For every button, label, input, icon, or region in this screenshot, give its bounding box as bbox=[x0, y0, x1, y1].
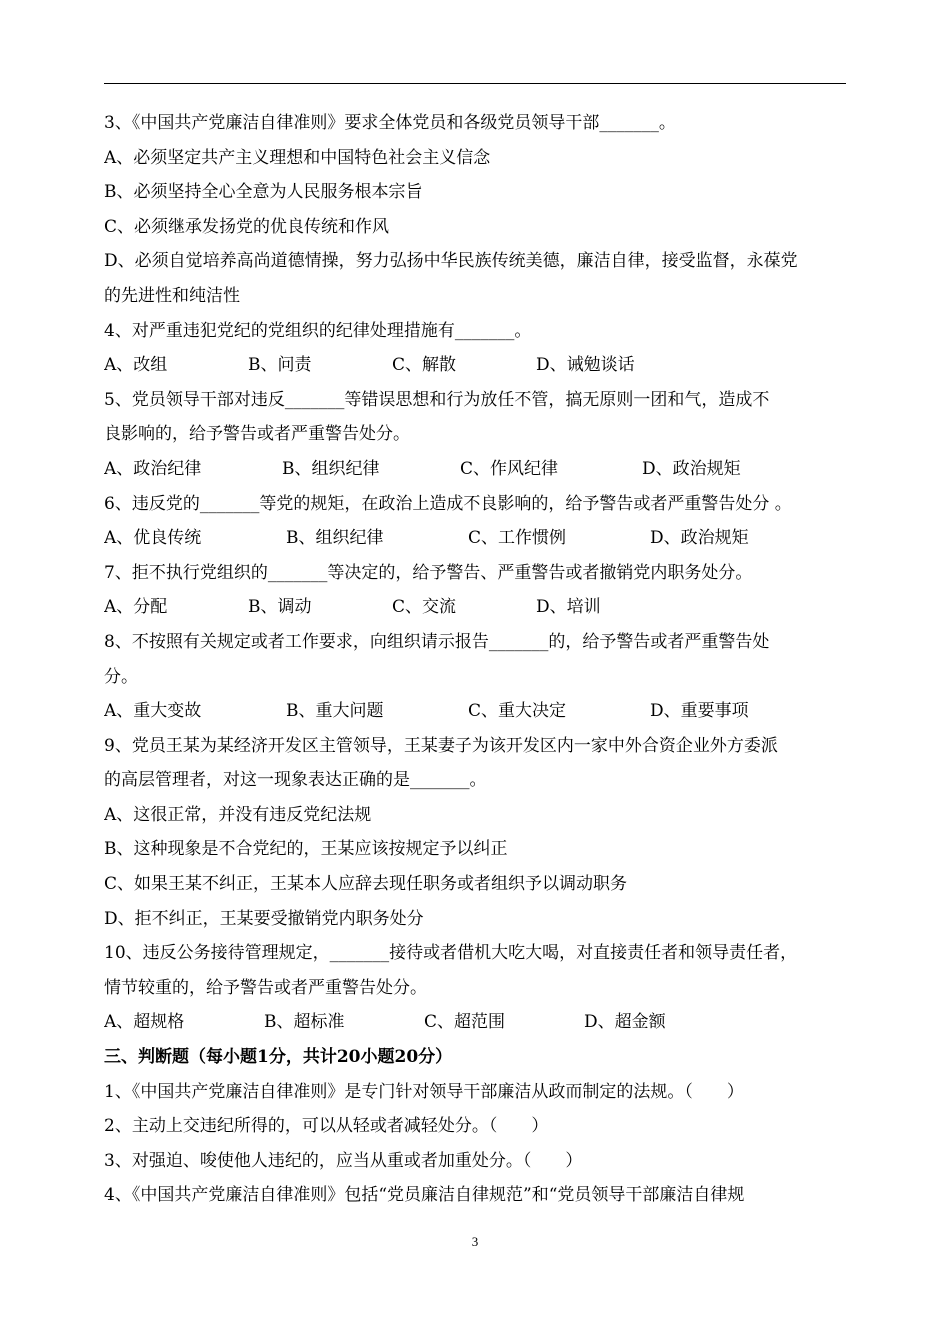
q5-option-b: B、组织纪律 bbox=[282, 458, 380, 479]
page-content bbox=[104, 106, 849, 1213]
page-number: 3 bbox=[471, 1234, 479, 1249]
q6-options bbox=[104, 521, 849, 556]
question-5-cont: 良影响的，给予警告或者严重警告处分。 bbox=[104, 424, 410, 445]
q9-option-a: A、这很正常，并没有违反党纪法规 bbox=[104, 804, 372, 825]
question-4: 4、对严重违犯党纪的党组织的纪律处理措施有_______。 bbox=[104, 320, 532, 341]
question-10: 10、违反公务接待管理规定，_______接待或者借机大吃大喝，对直接责任者和领导责任者， bbox=[104, 943, 798, 964]
q6-option-a: A、优良传统 bbox=[104, 528, 202, 549]
q7-option-a: A、分配 bbox=[104, 597, 168, 618]
q5-option-d: D、政治规矩 bbox=[642, 458, 741, 479]
q8-option-a: A、重大变故 bbox=[104, 701, 202, 722]
q3-option-d-cont: 的先进性和纯洁性 bbox=[104, 285, 240, 306]
q10-option-a: A、超规格 bbox=[104, 1012, 185, 1033]
question-3: 3、《中国共产党廉洁自律准则》要求全体党员和各级党员领导干部_______。 bbox=[104, 113, 676, 133]
tf-question-1: 1、《中国共产党廉洁自律准则》是专门针对领导干部廉洁从政而制定的法规。（ ） bbox=[104, 1081, 744, 1102]
tf-question-4: 4、《中国共产党廉洁自律准则》包括“党员廉洁自律规范”和“党员领导干部廉洁自律规 bbox=[104, 1185, 745, 1206]
q10-option-d: D、超金额 bbox=[584, 1012, 666, 1033]
question-6: 6、违反党的_______等党的规矩，在政治上造成不良影响的，给予警告或者严重警告处分 。 bbox=[104, 493, 792, 514]
q6-option-b: B、组织纪律 bbox=[286, 528, 384, 549]
q7-options bbox=[104, 590, 849, 625]
q8-option-b: B、重大问题 bbox=[286, 701, 384, 722]
tf-question-2: 2、主动上交违纪所得的，可以从轻或者减轻处分。（ ） bbox=[104, 1116, 549, 1137]
q9-option-c: C、如果王某不纠正，王某本人应辞去现任职务或者组织予以调动职务 bbox=[104, 874, 628, 895]
question-8: 8、不按照有关规定或者工作要求，向组织请示报告_______的，给予警告或者严重警告处 bbox=[104, 631, 770, 652]
section-3-title: 三、判断题（每小题1分，共计20小题20分） bbox=[104, 1047, 453, 1068]
question-5: 5、党员领导干部对违反_______等错误思想和行为放任不管，搞无原则一团和气，造成不 bbox=[104, 389, 770, 410]
tf-question-3: 3、对强迫、唆使他人违纪的，应当从重或者加重处分。（ ） bbox=[104, 1150, 583, 1171]
q4-option-a: A、改组 bbox=[104, 355, 168, 376]
q9-option-d: D、拒不纠正，王某要受撤销党内职务处分 bbox=[104, 908, 424, 929]
q7-option-b: B、调动 bbox=[248, 597, 312, 618]
q7-option-c: C、交流 bbox=[392, 597, 457, 618]
q3-option-d: D、必须自觉培养高尚道德情操，努力弘扬中华民族传统美德，廉洁自律，接受监督，永葆党 bbox=[104, 251, 798, 272]
q10-options bbox=[104, 1005, 849, 1040]
q10-option-b: B、超标准 bbox=[264, 1012, 345, 1033]
q4-options bbox=[104, 348, 849, 383]
header-rule bbox=[104, 83, 846, 84]
q3-option-b: B、必须坚持全心全意为人民服务根本宗旨 bbox=[104, 182, 423, 203]
q6-option-d: D、政治规矩 bbox=[650, 528, 749, 549]
q4-option-b: B、问责 bbox=[248, 355, 312, 376]
q3-option-c: C、必须继承发扬党的优良传统和作风 bbox=[104, 216, 390, 237]
q9-option-b: B、这种现象是不合党纪的，王某应该按规定予以纠正 bbox=[104, 839, 508, 860]
q7-option-d: D、培训 bbox=[536, 597, 601, 618]
q8-option-d: D、重要事项 bbox=[650, 701, 749, 722]
q8-options bbox=[104, 694, 849, 729]
question-10-cont: 情节较重的，给予警告或者严重警告处分。 bbox=[104, 977, 427, 998]
q4-option-d: D、诫勉谈话 bbox=[536, 355, 635, 376]
q6-option-c: C、工作惯例 bbox=[468, 528, 567, 549]
q5-option-a: A、政治纪律 bbox=[104, 458, 202, 479]
q4-option-c: C、解散 bbox=[392, 355, 457, 376]
question-9: 9、党员王某为某经济开发区主管领导，王某妻子为该开发区内一家中外合资企业外方委派 bbox=[104, 735, 778, 756]
question-9-cont: 的高层管理者，对这一现象表达正确的是_______。 bbox=[104, 770, 487, 791]
question-7: 7、拒不执行党组织的_______等决定的，给予警告、严重警告或者撤销党内职务处分。 bbox=[104, 562, 753, 583]
q5-options bbox=[104, 452, 849, 487]
q5-option-c: C、作风纪律 bbox=[460, 458, 559, 479]
q8-option-c: C、重大决定 bbox=[468, 701, 567, 722]
question-8-cont: 分。 bbox=[104, 666, 138, 687]
q3-option-a: A、必须坚定共产主义理想和中国特色社会主义信念 bbox=[104, 147, 491, 168]
q10-option-c: C、超范围 bbox=[424, 1012, 506, 1033]
